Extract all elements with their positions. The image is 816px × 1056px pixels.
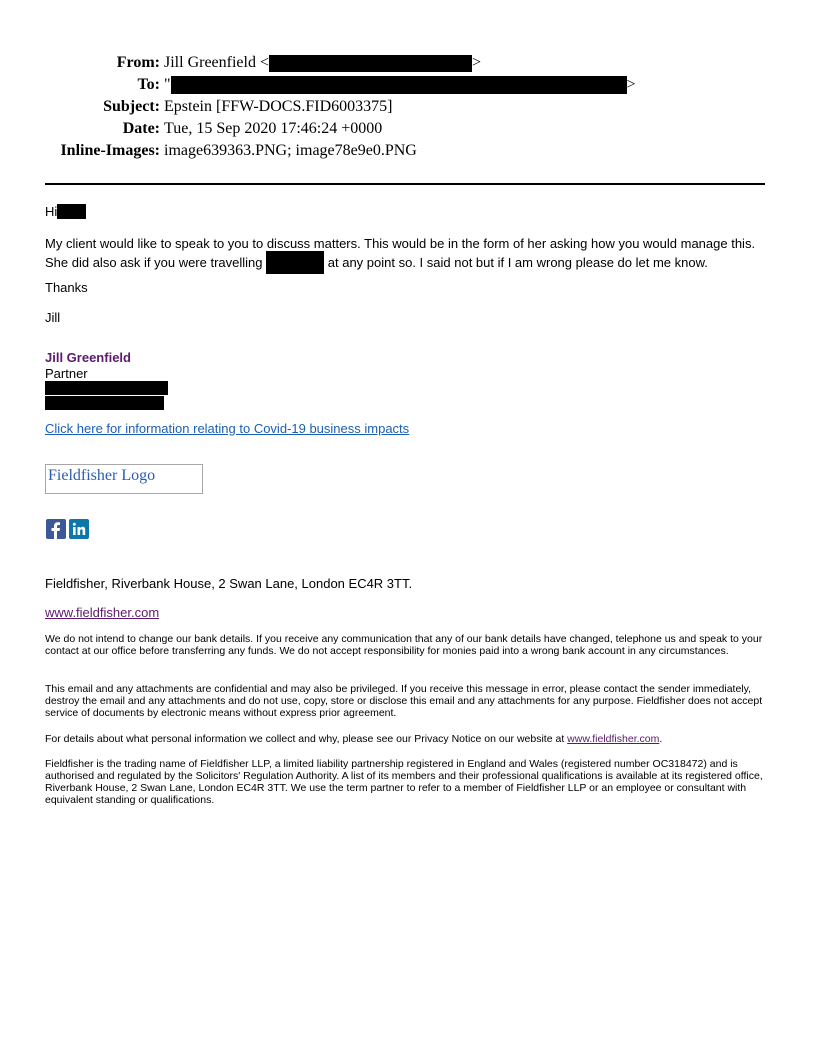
logo-alt-text: Fieldfisher Logo (48, 467, 156, 484)
website-link[interactable]: www.fieldfisher.com (45, 605, 160, 620)
from-name: Jill Greenfield < (164, 54, 269, 71)
from-close: > (472, 54, 482, 71)
privacy-end: . (659, 733, 663, 745)
office-address: Fieldfisher, Riverbank House, 2 Swan Lane, London EC4R 3TT. (45, 576, 413, 591)
message-part-2: at any point so. I said not but if I am wrong please do let me know. (327, 255, 708, 270)
covid-link[interactable]: Click here for information relating to Covid-19 business impacts (45, 421, 410, 436)
confidentiality-disclaimer: This email and any attachments are confidential and may also be privileged. If you receive this message in error, please contact the sender immediately, destroy the email and any attachments and do not use, copy, store or disclose this email and any attachments for any purpose. Fieldfisher does not accept service of documents by electronic means without express prior agreement. (45, 683, 763, 719)
header-divider (45, 183, 765, 185)
to-value (164, 74, 636, 96)
message-paragraph (45, 236, 770, 274)
fieldfisher-logo-placeholder[interactable] (45, 464, 203, 494)
privacy-text: For details about what personal information we collect and why, please see our Privacy Notice on our website at (45, 733, 565, 745)
legal-disclaimer: Fieldfisher is the trading name of Fieldfisher LLP, a limited liability partnership registered in England and Wales (registered number OC318472) and is authorised and regulated by the Solicitors' Regulation Authority. A list of its members and their professional qualifications is available at its registered office, Riverbank House, 2 Swan Lane, London EC4R 3TT. We use the term partner to refer to a member of Fieldfisher LLP or an employee or consultant with equivalent standing or qualifications. (45, 758, 763, 806)
subject-value: Epstein [FFW-DOCS.FID6003375] (164, 98, 393, 115)
covid-info (45, 421, 770, 436)
date-value: Tue, 15 Sep 2020 17:46:24 +0000 (164, 120, 383, 137)
redaction-block (171, 76, 627, 94)
redaction-block (57, 204, 86, 219)
redaction-block (269, 55, 472, 72)
inline-images-value: image639363.PNG; image78e9e0.PNG (164, 142, 417, 159)
from-value (164, 52, 481, 74)
thanks-text: Thanks (45, 280, 88, 295)
signature-name: Jill Greenfield (45, 350, 131, 365)
linkedin-icon[interactable] (69, 519, 89, 539)
facebook-icon[interactable] (46, 519, 66, 539)
privacy-notice (45, 733, 770, 745)
to-close: > (626, 76, 636, 93)
signoff-text: Jill (45, 310, 61, 325)
signature-title: Partner (45, 366, 88, 381)
redaction-block (266, 251, 324, 274)
to-label: To: (137, 76, 160, 93)
to-open: " (164, 76, 171, 93)
subject-label: Subject: (103, 98, 160, 115)
from-label: From: (116, 54, 160, 71)
inline-images-label: Inline-Images: (60, 142, 160, 159)
greeting-text: Hi (45, 204, 58, 219)
website-line (45, 605, 770, 620)
greeting (45, 204, 770, 219)
message-part-1: My client would like to speak to you to discuss matters. This would be in the form of her asking how you would manage this. She did also ask if you were travelling (45, 236, 756, 270)
redaction-block (45, 381, 168, 395)
bank-disclaimer: We do not intend to change our bank details. If you receive any communication that any of our bank details have changed, telephone us and speak to your contact at our office before transferring any funds. We do not accept responsibility for monies paid into a wrong bank account in any circumstances. (45, 633, 763, 657)
date-label: Date: (122, 120, 160, 137)
redaction-block (45, 396, 164, 410)
privacy-link[interactable]: www.fieldfisher.com (567, 733, 660, 745)
